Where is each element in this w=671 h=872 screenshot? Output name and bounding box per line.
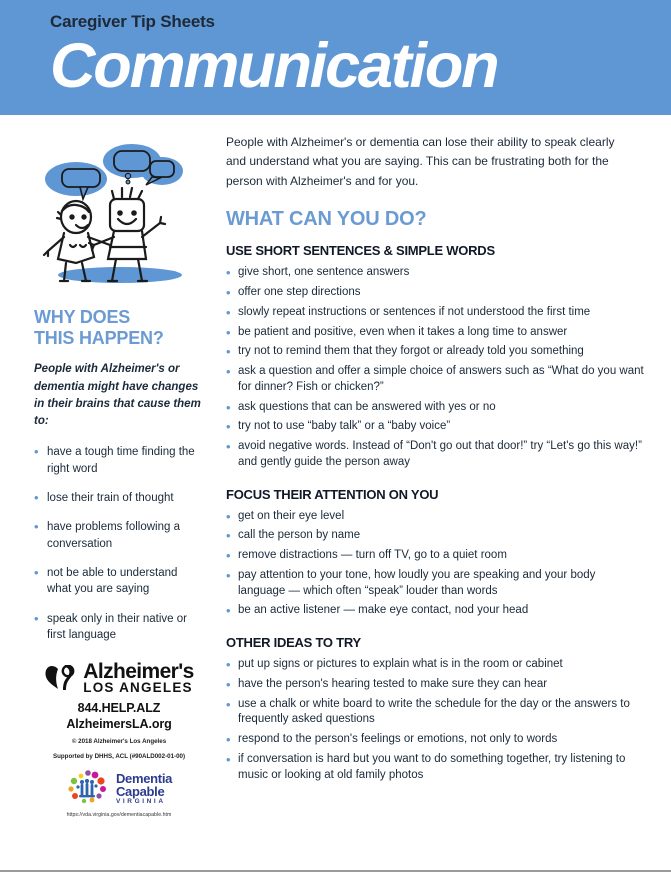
section-heading-focus-attention: FOCUS THEIR ATTENTION ON YOU bbox=[226, 486, 439, 502]
list-item: • try not to use “baby talk” or a “baby voice” bbox=[226, 419, 645, 435]
list-item: • have a tough time finding the right word bbox=[34, 444, 204, 477]
two-people-talking-illustration bbox=[34, 133, 206, 285]
section-heading-use-short-sentences: USE SHORT SENTENCES & SIMPLE WORDS bbox=[226, 243, 495, 259]
dementia-capable-virginia-logo bbox=[34, 769, 204, 809]
list-item: • pay attention to your tone, how loudly you are speaking and your body language — which often “speak” louder than words bbox=[226, 568, 645, 600]
tips-list-other-ideas bbox=[226, 657, 645, 783]
brain-dots-people-icon bbox=[66, 769, 112, 809]
causes-list bbox=[34, 444, 204, 643]
sidebar bbox=[0, 133, 218, 870]
list-item: • be patient and positive, even when it takes a long time to answer bbox=[226, 325, 645, 341]
why-heading-line2: THIS HAPPEN? bbox=[34, 328, 164, 349]
dcv-wordmark bbox=[116, 772, 172, 806]
list-item: • get on their eye level bbox=[226, 509, 645, 525]
alzheimers-la-logo bbox=[34, 661, 204, 695]
list-item: • put up signs or pictures to explain what is in the room or cabinet bbox=[226, 657, 645, 673]
why-does-this-happen-heading bbox=[34, 307, 204, 349]
heart-ribbon-icon bbox=[44, 665, 78, 691]
list-item: • if conversation is hard but you want to do something together, try listening to music or looking at old family photos bbox=[226, 752, 645, 784]
list-item: • avoid negative words. Instead of “Don't go out that door!” try “Let's go this way!” and gently guide the person away bbox=[226, 439, 645, 471]
organization-logo-block bbox=[34, 661, 204, 818]
partner-url[interactable]: https://vda.virginia.gov/dementiacapable.htm bbox=[66, 812, 172, 819]
why-intro-text: People with Alzheimer's or dementia might have changes in their brains that cause them to: bbox=[34, 363, 201, 428]
dcv-line1: Dementia bbox=[115, 771, 173, 787]
list-item: • have problems following a conversation bbox=[34, 519, 204, 552]
list-item: • lose their train of thought bbox=[34, 490, 204, 506]
phone-number[interactable]: 844.HELP.ALZ bbox=[77, 700, 161, 715]
list-item: • give short, one sentence answers bbox=[226, 265, 645, 281]
org-name: Alzheimer's bbox=[83, 660, 194, 684]
website-url[interactable]: AlzheimersLA.org bbox=[66, 716, 172, 731]
content-body bbox=[0, 115, 671, 870]
list-item: • be an active listener — make eye contact, nod your head bbox=[226, 603, 645, 619]
list-item: • call the person by name bbox=[226, 528, 645, 544]
list-item: • try not to remind them that they forgot or already told you something bbox=[226, 344, 645, 360]
list-item: • ask questions that can be answered with yes or no bbox=[226, 400, 645, 416]
contact-info bbox=[34, 701, 204, 732]
list-item: • have the person's hearing tested to make sure they can hear bbox=[226, 677, 645, 693]
copyright-notice: © 2018 Alzheimer's Los Angeles bbox=[71, 738, 167, 746]
page-title: Communication bbox=[50, 31, 498, 102]
alzheimers-wordmark bbox=[83, 661, 193, 695]
tips-list-focus-attention bbox=[226, 509, 645, 620]
section-heading-other-ideas: OTHER IDEAS TO TRY bbox=[226, 635, 361, 651]
page-header bbox=[0, 0, 671, 115]
what-can-you-do-heading: WHAT CAN YOU DO? bbox=[226, 208, 427, 231]
list-item: • not be able to understand what you are saying bbox=[34, 565, 204, 598]
list-item: • slowly repeat instructions or sentences if not understood the first time bbox=[226, 305, 645, 321]
intro-paragraph: People with Alzheimer's or dementia can lose their ability to speak clearly and understand what you are saying. This can be frustrating both for the person with Alzheimer's and for you. bbox=[226, 135, 615, 188]
support-notice: Supported by DHHS, ACL (#90ALD002-01-00) bbox=[52, 753, 186, 761]
dcv-line2: Capable bbox=[115, 784, 165, 800]
list-item: • remove distractions — turn off TV, go to a quiet room bbox=[226, 548, 645, 564]
why-heading-line1: WHY DOES bbox=[34, 307, 131, 327]
list-item: • respond to the person's feelings or emotions, not only to words bbox=[226, 732, 645, 748]
dcv-line3: VIRGINIA bbox=[115, 798, 166, 806]
org-region: LOS ANGELES bbox=[83, 680, 193, 696]
list-item: • offer one step directions bbox=[226, 285, 645, 301]
list-item: • ask a question and offer a simple choice of answers such as “What do you want for dinner? Fish or chicken?” bbox=[226, 364, 645, 396]
list-item: • speak only in their native or first language bbox=[34, 611, 204, 644]
list-item: • use a chalk or white board to write the schedule for the day or the answers to frequently asked questions bbox=[226, 697, 645, 729]
main-content bbox=[218, 133, 671, 870]
tips-list-use-short-sentences bbox=[226, 265, 645, 470]
header-kicker: Caregiver Tip Sheets bbox=[50, 12, 215, 31]
